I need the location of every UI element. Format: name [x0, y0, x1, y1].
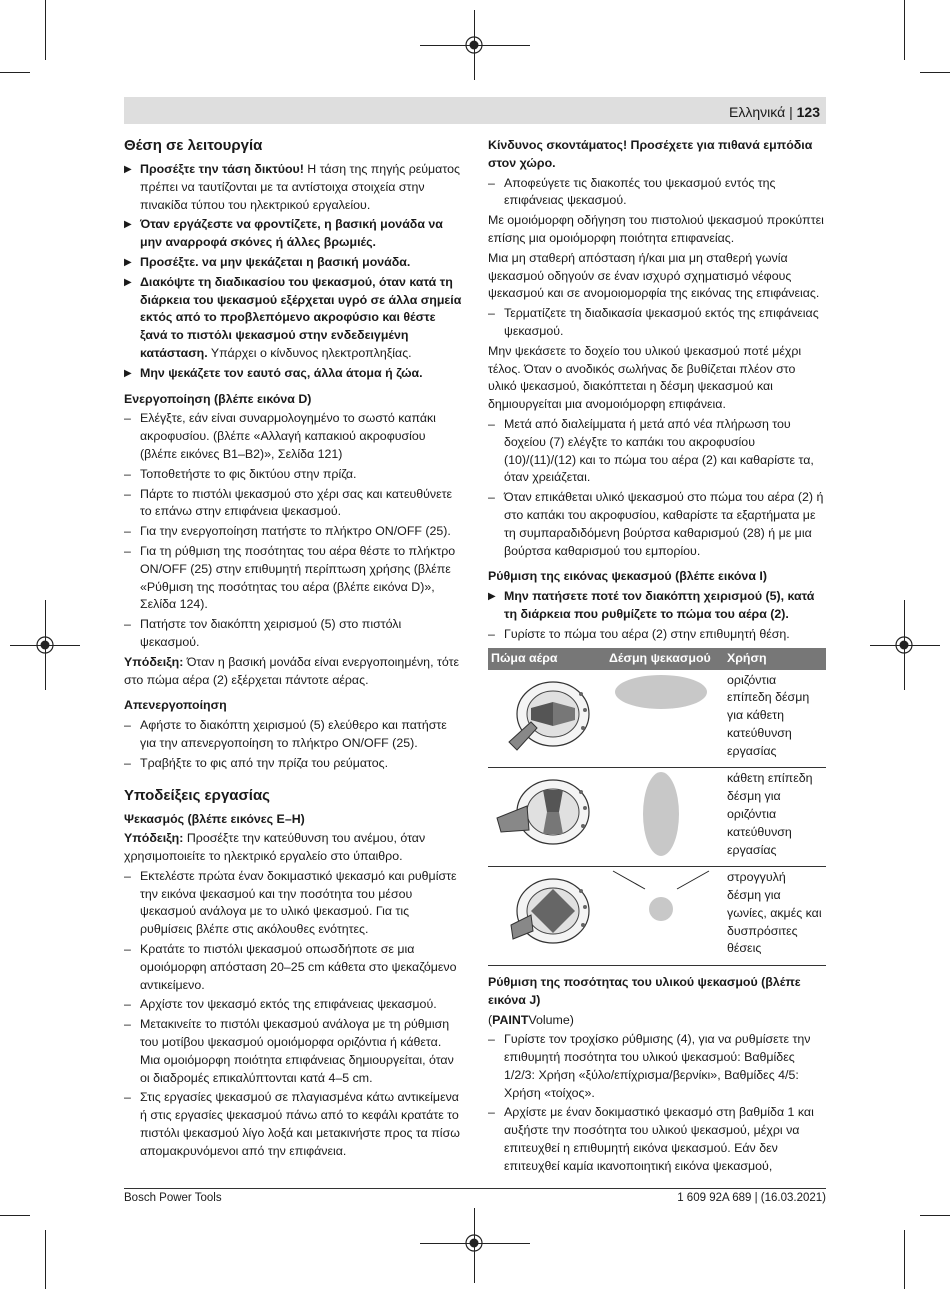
activation-heading: Ενεργοποίηση (βλέπε εικόνα D) [124, 391, 312, 406]
round-beam-icon [609, 869, 715, 957]
air-cap-vertical-icon [491, 770, 597, 858]
list-item: – Αρχίστε με έναν δοκιμαστικό ψεκασμό στη βαθμίδα 1 και αυξήστε την ποσότητα του υλικού ψεκασμού, μέχρι να επιτευχθεί η επιθυμητή εικόνα ψεκασμού. Εάν δεν επιτευχθεί καμία ικανοποιητική εικόνα ψεκασμού, [488, 1104, 826, 1175]
safety-bullet [124, 365, 462, 383]
list-item: – Γυρίστε τον τροχίσκο ρύθμισης (4), για να ρυθμίσετε την επιθυμητή ποσότητα του υλικού ψεκασμού: Βαθμίδες 1/2/3: Χρήση «ξύλο/επίχρισμα/βερνίκι», Βαθμίδες 4/5: Χρήση «τοίχος». [488, 1031, 826, 1102]
registration-mark-icon [465, 1234, 483, 1252]
table-row [488, 670, 826, 768]
crop-mark [0, 1215, 30, 1216]
bullet-text: Υπάρχει ο κίνδυνος ηλεκτροπληξίας. [207, 345, 412, 360]
registration-mark-icon [895, 636, 913, 654]
note-paragraph [124, 654, 462, 690]
crop-mark [45, 0, 46, 60]
bullet-bold: Όταν εργάζεστε να φροντίζετε, η βασική μονάδα να μην αναρροφά σκόνες ή άλλες βρωμιές. [140, 217, 443, 250]
safety-bullet [124, 274, 462, 363]
brand-bold: PAINT [492, 1012, 529, 1027]
column-header: Χρήση [724, 648, 826, 670]
list-item: – Αρχίστε τον ψεκασμό εκτός της επιφάνειας ψεκασμού. [124, 996, 462, 1014]
spray-beam-cell [606, 670, 724, 768]
list-item: – Τραβήξτε το φις από την πρίζα του ρεύματος. [124, 755, 462, 773]
work-heading: Υποδείξεις εργασίας [124, 786, 270, 804]
note-paragraph [124, 830, 462, 866]
air-cap-cell [488, 867, 606, 966]
air-cap-cell [488, 768, 606, 867]
horizontal-oval-beam-icon [609, 672, 715, 760]
page-number: 123 [796, 104, 820, 120]
right-column [488, 137, 826, 1178]
table-row [488, 867, 826, 966]
table-row [488, 768, 826, 867]
paragraph: Μια μη σταθερή απόσταση ή/και μια μη σταθερή γωνία ψεκασμού οδηγούν σε έναν ισχυρό σχηματισμό νέφους ψεκασμού και σε ανομοιομορφία της εικόνας της επιφάνειας. [488, 250, 820, 301]
vertical-oval-beam-icon [609, 770, 715, 858]
list-item: – Μετά από διαλείμματα ή μετά από νέα πλήρωση του δοχείου (7) ελέγξτε το καπάκι του ακροφυσίου (10)/(11)/(12) και το πώμα του αέρα (2) και καθαρίστε τα, όταν χρειάζεται. [488, 416, 826, 487]
column-header: Πώμα αέρα [488, 648, 606, 670]
paragraph: Με ομοιόμορφη οδήγηση του πιστολιού ψεκασμού προκύπτει επίσης μια ομοιόμορφη ποιότητα επιφανείας. [488, 213, 824, 245]
note-text: Προσέξτε την κατεύθυνση του ανέμου, όταν χρησιμοποιείτε το ηλεκτρικό εργαλείο στο ύπαιθρο. [124, 831, 426, 864]
list-item: – Ελέγξτε, εάν είναι συναρμολογημένο το σωστό καπάκι ακροφυσίου. (βλέπε «Αλλαγή καπακιού ακροφυσίου (βλέπε εικόνες B1–B2)», Σελίδα 121) [124, 410, 462, 463]
footer-doc-id: 1 609 92A 689 | (16.03.2021) [677, 1192, 826, 1204]
registration-mark-icon [36, 636, 54, 654]
list-item: – Όταν επικάθεται υλικό ψεκασμού στο πώμα του αέρα (2) ή στο καπάκι του ακροφυσίου, καθαρίστε τα εξαρτήματα με τη συμπαραδιδόμενη βούρτσα καθαρισμού (28) ή με μια βούρτσα καθαρισμού του εμπορίου. [488, 489, 826, 560]
usage-cell: στρογγυλή δέσμη για γωνίες, ακμές και δυσπρόσιτες θέσεις [724, 867, 826, 966]
left-column [124, 137, 462, 1163]
spray-pattern-table [488, 648, 826, 966]
page-header [729, 104, 820, 120]
list-item: – Τοποθετήστε το φις δικτύου στην πρίζα. [124, 466, 462, 484]
spraying-heading: Ψεκασμός (βλέπε εικόνες E–H) [124, 811, 305, 826]
trip-warning [488, 137, 826, 173]
list-item: – Στις εργασίες ψεκασμού σε πλαγιασμένα κάτω αντικείμενα ή στις εργασίες ψεκασμού πάνω από το κεφάλι κρατάτε το πιστόλι ψεκασμού λίγο λοξά και μετακινήστε προς τα πίσω απομακρυνόμενοι από την επιφάνεια. [124, 1089, 462, 1160]
list-item: – Αφήστε το διακόπτη χειρισμού (5) ελεύθερο και πατήστε για την απενεργοποίηση το πλήκτρο ON/OFF (25). [124, 717, 462, 753]
pattern-heading: Ρύθμιση της εικόνας ψεκασμού (βλέπε εικόνα I) [488, 569, 767, 584]
safety-bullet [488, 588, 826, 624]
column-header: Δέσμη ψεκασμού [606, 648, 724, 670]
spray-beam-cell [606, 768, 724, 867]
spray-beam-cell [606, 867, 724, 966]
bullet-bold: Προσέξτε. να μην ψεκάζεται η βασική μονάδα. [140, 254, 411, 269]
note-label: Υπόδειξη: [124, 831, 184, 846]
note-text: Όταν η βασική μονάδα είναι ενεργοποιημένη, τότε στο πώμα αέρα (2) εξέρχεται πάντοτε αέρας. [124, 654, 459, 687]
air-cap-cell [488, 670, 606, 768]
list-item: – Τερματίζετε τη διαδικασία ψεκασμού εκτός της επιφάνειας ψεκασμού. [488, 305, 826, 341]
deactivation-heading: Απενεργοποίηση [124, 698, 227, 713]
volume-heading: Ρύθμιση της ποσότητας του υλικού ψεκασμού (βλέπε εικόνα J) [488, 974, 801, 1007]
list-item: – Πατήστε τον διακόπτη χειρισμού (5) στο πιστόλι ψεκασμού. [124, 616, 462, 652]
paragraph: Μην ψεκάσετε το δοχείο του υλικού ψεκασμού ποτέ μέχρι τέλος. Όταν ο ανοδικός σωλήνας δε βυθίζεται πλέον στο υλικό ψεκασμού, διακόπτεται η δέσμη ψεκασμού και δημιουργείται μια ανομοιόμορφη επιφάνεια. [488, 343, 802, 412]
crop-mark [920, 72, 950, 73]
footer-rule [124, 1188, 826, 1189]
brand-rest: Volume [528, 1012, 570, 1027]
usage-cell: κάθετη επίπεδη δέσμη για οριζόντια κατεύθυνση εργασίας [724, 768, 826, 867]
list-item: – Κρατάτε το πιστόλι ψεκασμού οπωσδήποτε σε μια ομοιόμορφη απόσταση 20–25 cm κάθετα στο ψεκαζόμενο αντικείμενο. [124, 941, 462, 994]
registration-mark-icon [465, 36, 483, 54]
safety-bullet [124, 216, 462, 252]
air-cap-horizontal-icon [491, 672, 597, 760]
table-header-row [488, 648, 826, 670]
safety-bullet [124, 254, 462, 272]
bullet-bold: Διακόψτε τη διαδικασίου του ψεκασμού, όταν κατά τη διάρκεια του ψεκασμού εξέρχεται υγρό σε άλλα σημεία εκτός από το προβλεπόμενο ακροφύσιο και θέστε ξανά το πιστόλι ψεκασμού στην ενδεδειγμένη κατάσταση. [140, 274, 462, 360]
crop-mark [904, 0, 905, 60]
bullet-text: Η τάση της πηγής ρεύματος πρέπει να ταυτίζονται με τα αντίστοιχα στοιχεία στην πινακίδα τύπου του ηλεκτρικού εργαλείου. [140, 162, 460, 212]
air-cap-round-icon [491, 869, 597, 957]
bullet-bold: Προσέξτε την τάση δικτύου! [140, 162, 304, 176]
header-separator: | [789, 104, 793, 120]
crop-mark [45, 1230, 46, 1289]
paintvolume-label: (PAINTVolume) [488, 1012, 574, 1027]
list-item: – Για την ενεργοποίηση πατήστε το πλήκτρο ON/OFF (25). [124, 523, 462, 541]
header-band [124, 97, 826, 124]
crop-mark [0, 72, 30, 73]
list-item: – Πάρτε το πιστόλι ψεκασμού στο χέρι σας και κατευθύνετε το επάνω στην επιφάνεια ψεκασμού. [124, 486, 462, 522]
note-label: Υπόδειξη: [124, 654, 184, 669]
crop-mark [904, 1230, 905, 1289]
operation-heading: Θέση σε λειτουργία [124, 137, 263, 154]
bullet-bold: Μην ψεκάζετε τον εαυτό σας, άλλα άτομα ή ζώα. [140, 365, 423, 380]
list-item: – Εκτελέστε πρώτα έναν δοκιμαστικό ψεκασμό και ρυθμίστε την εικόνα ψεκασμού και την ποσότητα του μέσου ψεκασμού ανάλογα με το υλικό ψεκασμού. Για τις ρυθμίσεις βλέπε στις ακόλουθες ενότητες. [124, 868, 462, 939]
usage-cell: οριζόντια επίπεδη δέσμη για κάθετη κατεύθυνση εργασίας [724, 670, 826, 768]
crop-mark [920, 1215, 950, 1216]
list-item: – Για τη ρύθμιση της ποσότητας του αέρα θέστε το πλήκτρο ON/OFF (25) στην επιθυμητή περίπτωση χρήσης (βλέπε «Ρύθμιση της ποσότητας του αέρα (βλέπε εικόνα D)», Σελίδα 124). [124, 543, 462, 614]
safety-bullet [124, 161, 462, 214]
bullet-bold: Μην πατήσετε ποτέ τον διακόπτη χειρισμού (5), κατά τη διάρκεια που ρυθμίζετε το πώμα του αέρα (2). [504, 589, 815, 621]
footer-brand: Bosch Power Tools [124, 1192, 222, 1204]
list-item: – Γυρίστε το πώμα του αέρα (2) στην επιθυμητή θέση. [488, 626, 826, 644]
list-item: – Μετακινείτε το πιστόλι ψεκασμού ανάλογα με τη ρύθμιση του μοτίβου ψεκασμού ομοιόμορφα οριζόντια ή κάθετα. Μια ομοιόμορφη ποιότητα επιφάνειας δημιουργείται, όταν οι διαδρομές επικαλύπτονται κατά 4–5 cm. [124, 1016, 462, 1087]
header-language: Ελληνικά [729, 104, 786, 120]
warning-text: Κίνδυνος σκοντάματος! Προσέχετε για πιθανά εμπόδια στον χώρο. [488, 138, 813, 170]
list-item: – Αποφεύγετε τις διακοπές του ψεκασμού εντός της επιφάνειας ψεκασμού. [488, 175, 826, 211]
